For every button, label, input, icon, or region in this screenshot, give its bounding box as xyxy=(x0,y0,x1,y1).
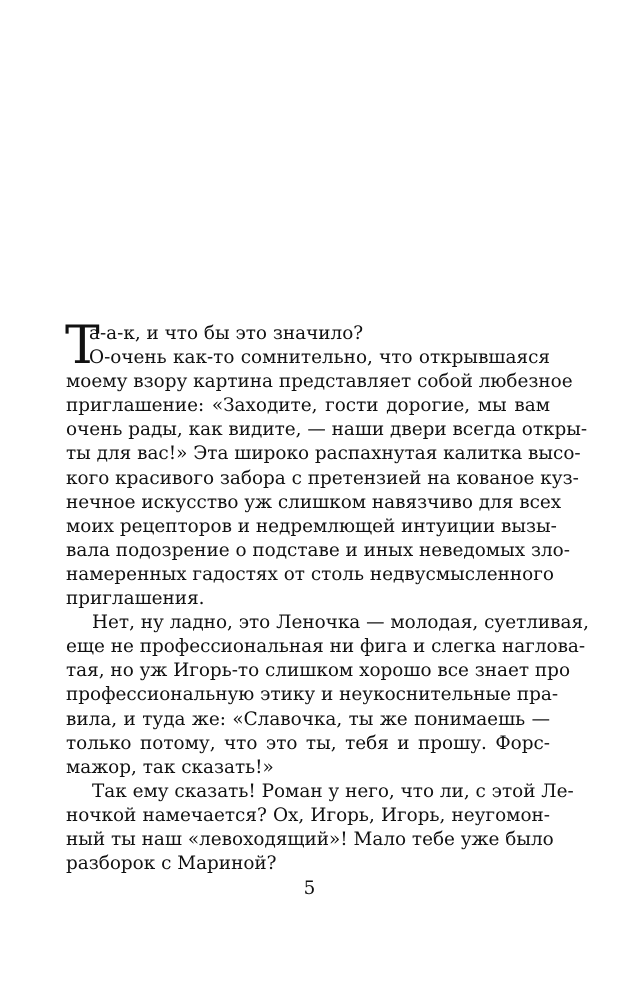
text-line: а-а-к, и что бы это значило? xyxy=(89,323,364,344)
text-line: мажор, так сказать!» xyxy=(66,756,274,778)
text-line: намеренных гадостях от столь недвусмысленного xyxy=(66,563,554,585)
text-line: вила, и туда же: «Славочка, ты же понимаешь — xyxy=(66,708,550,730)
text-line: профессиональную этику и неукоснительные пра- xyxy=(66,684,559,706)
text-line: ты для вас!» Эта широко распахнутая калитка высо- xyxy=(66,443,581,465)
body-text xyxy=(65,316,589,876)
text-line: вала подозрение о подставе и иных неведомых зло- xyxy=(66,539,570,561)
text-line: кого красивого забора с претензией на кованое куз- xyxy=(66,467,579,489)
page-number: 5 xyxy=(303,878,316,899)
text-line: Так ему сказать! Роман у него, что ли, с этой Ле- xyxy=(92,780,574,802)
text-line: нечное искусство уж слишком навязчиво для всех xyxy=(66,491,562,513)
text-line: моих рецепторов и недремлющей интуиции вызы- xyxy=(66,515,557,537)
text-line: ночкой намечается? Ох, Игорь, Игорь, неугомон- xyxy=(66,804,550,826)
text-line: приглашение: «Заходите, гости дорогие, мы вам xyxy=(66,395,550,417)
text-line: разборок с Мариной? xyxy=(66,853,277,875)
text-line: очень рады, как видите, — наши двери всегда откры- xyxy=(66,419,588,441)
text-line: О-очень как-то сомнительно, что открывшаяся xyxy=(89,347,550,369)
text-line: приглашения. xyxy=(66,588,205,610)
text-line: моему взору картина представляет собой любезное xyxy=(66,371,573,393)
text-line: только потому, что это ты, тебя и прошу. Форс- xyxy=(66,732,550,754)
drop-cap: Т xyxy=(65,316,100,376)
text-line: Нет, ну ладно, это Леночка — молодая, суетливая, xyxy=(92,612,589,634)
text-line: еще не профессиональная ни фига и слегка наглова- xyxy=(66,636,586,658)
text-line: ный ты наш «левоходящий»! Мало тебе уже было xyxy=(66,828,554,850)
text-line: тая, но уж Игорь-то слишком хорошо все знает про xyxy=(66,660,571,682)
